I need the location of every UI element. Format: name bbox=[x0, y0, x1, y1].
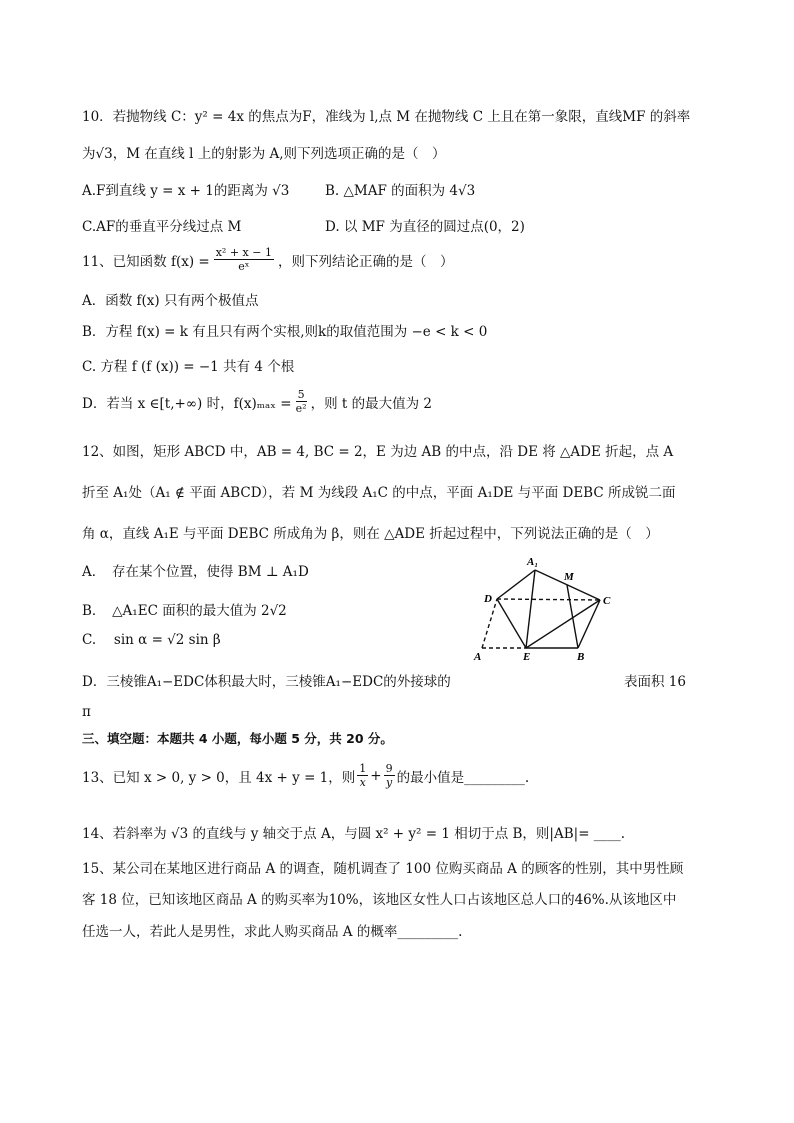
label-m: M bbox=[564, 571, 574, 583]
q10-option-d: D. 以 MF 为直径的圆过点(0，2) bbox=[325, 219, 525, 235]
segment-bm bbox=[567, 585, 578, 648]
q11-fraction-numerator: x² + x − 1 bbox=[215, 246, 272, 259]
q12-option-d: D．三棱锥A₁−EDC体积最大时，三棱锥A₁−EDC的外接球的 bbox=[82, 674, 451, 690]
q13-stem-pre: 13、已知 x > 0, y > 0，且 4x + y = 1，则 bbox=[82, 769, 356, 786]
q10-option-c: C.AF的垂直平分线过点 M bbox=[82, 219, 242, 235]
q12-option-a: A． 存在某个位置，使得 BM ⊥ A₁D bbox=[82, 564, 309, 580]
q13-plus-sign: + bbox=[370, 767, 382, 784]
edge-a1e bbox=[526, 570, 535, 648]
label-e: E bbox=[523, 651, 531, 663]
label-b: B bbox=[577, 651, 585, 663]
q13-fraction-2-denominator: y bbox=[385, 776, 393, 789]
q12-stem-line1: 12、如图，矩形 ABCD 中，AB = 4, BC = 2，E 为边 AB 的中点，沿 DE 将 △ADE 折起，点 A bbox=[82, 444, 674, 460]
q13-fraction-2 bbox=[384, 762, 395, 789]
edge-dc-dashed bbox=[497, 599, 600, 600]
q11-fraction-denominator: eˣ bbox=[238, 260, 250, 273]
q11-option-d-numerator: 5 bbox=[297, 388, 305, 401]
edge-ad-dashed bbox=[482, 599, 497, 648]
q12-option-d-pi: π bbox=[82, 704, 91, 720]
q13-fraction-2-numerator: 9 bbox=[385, 762, 393, 775]
edge-a1d bbox=[497, 570, 535, 599]
q10-stem-line2: 为√3，M 在直线 l 上的射影为 A,则下列选项正确的是（ ） bbox=[82, 146, 446, 162]
q13-stem-post: 的最小值是_________. bbox=[396, 769, 530, 786]
q13-fraction-1-denominator: x bbox=[359, 776, 366, 789]
q11-option-b: B．方程 f(x) = k 有且只有两个实根,则k的取值范围为 −e < k < 0 bbox=[82, 324, 488, 340]
q10-option-b: B. △MAF 的面积为 4√3 bbox=[325, 183, 476, 199]
edge-de bbox=[497, 599, 526, 648]
q12-option-d-tail: 表面积 16 bbox=[624, 674, 686, 690]
q13-fraction-1-numerator: 1 bbox=[359, 762, 367, 775]
q15-stem-line3: 任选一人，若此人是男性，求此人购买商品 A 的概率_________. bbox=[82, 924, 463, 940]
q10-stem-line1: 10．若抛物线 C：y² = 4x 的焦点为F，准线为 l,点 M 在抛物线 C 上且在第一象限，直线MF 的斜率 bbox=[82, 109, 691, 125]
q11-option-c: C. 方程 f (f (x)) = −1 共有 4 个根 bbox=[82, 359, 295, 375]
q12-option-b: B． △A₁EC 面积的最大值为 2√2 bbox=[82, 603, 287, 619]
q11-option-d-denominator: e² bbox=[295, 402, 307, 415]
q12-stem-line2: 折至 A₁处（A₁ ∉ 平面 ABCD），若 M 为线段 A₁C 的中点，平面 A₁DE 与平面 DEBC 所成锐二面 bbox=[82, 485, 676, 501]
q11-option-a: A．函数 f(x) 只有两个极值点 bbox=[82, 293, 259, 309]
label-a: A bbox=[474, 651, 482, 663]
label-d: D bbox=[484, 593, 492, 605]
q12-option-c: C. sin α = √2 sin β bbox=[82, 632, 221, 648]
q15-stem-line2: 客 18 位，已知该地区商品 A 的购买率为10%，该地区女性人口占该地区总人口的46%.从该地区中 bbox=[82, 892, 677, 908]
q11-stem bbox=[82, 246, 453, 273]
q11-fraction bbox=[214, 246, 274, 273]
q11-option-d-pre: D．若当 x ∈[t,+∞) 时，f(x)ₘₐₓ = bbox=[82, 395, 292, 412]
label-c: C bbox=[603, 595, 611, 607]
q15-stem-line1: 15、某公司在某地区进行商品 A 的调查，随机调查了 100 位购买商品 A 的顾客的性别，其中男性顾 bbox=[82, 861, 684, 877]
label-a1: A₁ bbox=[527, 556, 539, 568]
q13-stem bbox=[82, 762, 529, 789]
q11-option-d bbox=[82, 388, 432, 415]
folded-rectangle-figure bbox=[465, 552, 625, 664]
section-heading-fill-in: 三、填空题：本题共 4 小题，每小题 5 分，共 20 分。 bbox=[82, 731, 393, 746]
q11-option-d-fraction bbox=[296, 388, 307, 415]
q11-option-d-post: ，则 t 的最大值为 2 bbox=[310, 395, 432, 412]
q14-stem: 14、若斜率为 √3 的直线与 y 轴交于点 A，与圆 x² + y² = 1 相切于点 B，则|AB|= ____. bbox=[82, 826, 626, 842]
q11-stem-pre: 11、已知函数 f(x) = bbox=[82, 253, 210, 270]
q10-option-a: A.F到直线 y = x + 1的距离为 √3 bbox=[82, 183, 290, 199]
q12-stem-line3: 角 α，直线 A₁E 与平面 DEBC 所成角为 β，则在 △ADE 折起过程中，下列说法正确的是（ ） bbox=[82, 526, 659, 542]
q13-fraction-1 bbox=[357, 762, 368, 789]
q11-stem-post: ，则下列结论正确的是（ ） bbox=[277, 253, 454, 270]
